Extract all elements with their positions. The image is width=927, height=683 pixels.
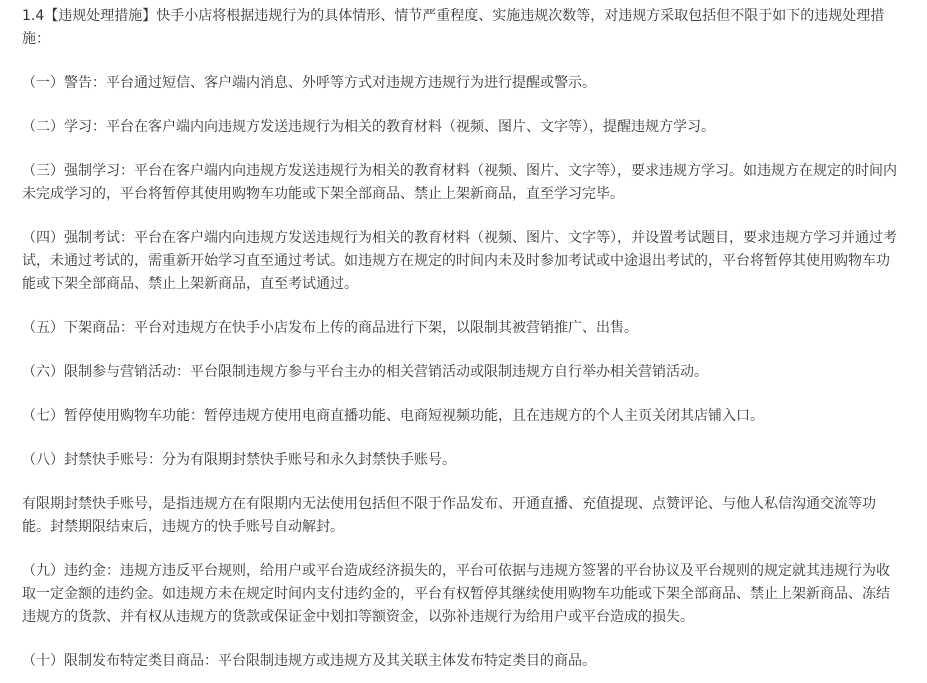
measure-mandatory-learning: （三）强制学习：平台在客户端内向违规方发送违规行为相关的教育材料（视频、图片、文字等），要求违规方学习。如违规方在规定的时间内未完成学习的，平台将暂停其使用购物车功能或下架全部商品、禁止上架新商品，直至学习完毕。 bbox=[22, 163, 897, 202]
ban-account-explanation: 有限期封禁快手账号，是指违规方在有限期内无法使用包括但不限于作品发布、开通直播、充值提现、点赞评论、与他人私信沟通交流等功能。封禁期限结束后，违规方的快手账号自动解封。 bbox=[22, 496, 876, 535]
measure-ban-account: （八）封禁快手账号：分为有限期封禁快手账号和永久封禁快手账号。 bbox=[22, 452, 456, 468]
measure-warning: （一）警告：平台通过短信、客户端内消息、外呼等方式对违规方违规行为进行提醒或警示。 bbox=[22, 75, 596, 91]
measure-penalty-fee: （九）违约金：违规方违反平台规则，给用户或平台造成经济损失的，平台可依据与违规方签署的平台协议及平台规则的规定就其违规行为收取一定金额的违约金。如违规方未在规定时间内支付违约金的，平台有权暂停其继续使用购物车功能或下架全部商品、禁止上架新商品、冻结违规方的货款、并有权从违规方的货款或保证金中划扣等额资金，以弥补违规行为给用户或平台造成的损失。 bbox=[22, 563, 890, 625]
measure-mandatory-exam: （四）强制考试：平台在客户端内向违规方发送违规行为相关的教育材料（视频、图片、文字等），并设置考试题目，要求违规方学习并通过考试，未通过考试的，需重新开始学习直至通过考试。如违规方在规定的时间内未及时参加考试或中途退出考试的，平台将暂停其使用购物车功能或下架全部商品、禁止上架新商品，直至考试通过。 bbox=[22, 230, 897, 292]
measure-delist-products: （五）下架商品：平台对违规方在快手小店发布上传的商品进行下架，以限制其被营销推广、出售。 bbox=[22, 320, 638, 336]
section-heading-paragraph: 1.4【违规处理措施】快手小店将根据违规行为的具体情形、情节严重程度、实施违规次数等，对违规方采取包括但不限于如下的违规处理措施： bbox=[22, 8, 885, 47]
measure-restrict-category: （十）限制发布特定类目商品：平台限制违规方或违规方及其关联主体发布特定类目的商品。 bbox=[22, 653, 596, 669]
measure-suspend-cart: （七）暂停使用购物车功能：暂停违规方使用电商直播功能、电商短视频功能，且在违规方的个人主页关闭其店铺入口。 bbox=[22, 408, 764, 424]
measure-restrict-marketing: （六）限制参与营销活动：平台限制违规方参与平台主办的相关营销活动或限制违规方自行举办相关营销活动。 bbox=[22, 364, 708, 380]
measure-learning: （二）学习：平台在客户端内向违规方发送违规行为相关的教育材料（视频、图片、文字等），提醒违规方学习。 bbox=[22, 119, 715, 135]
